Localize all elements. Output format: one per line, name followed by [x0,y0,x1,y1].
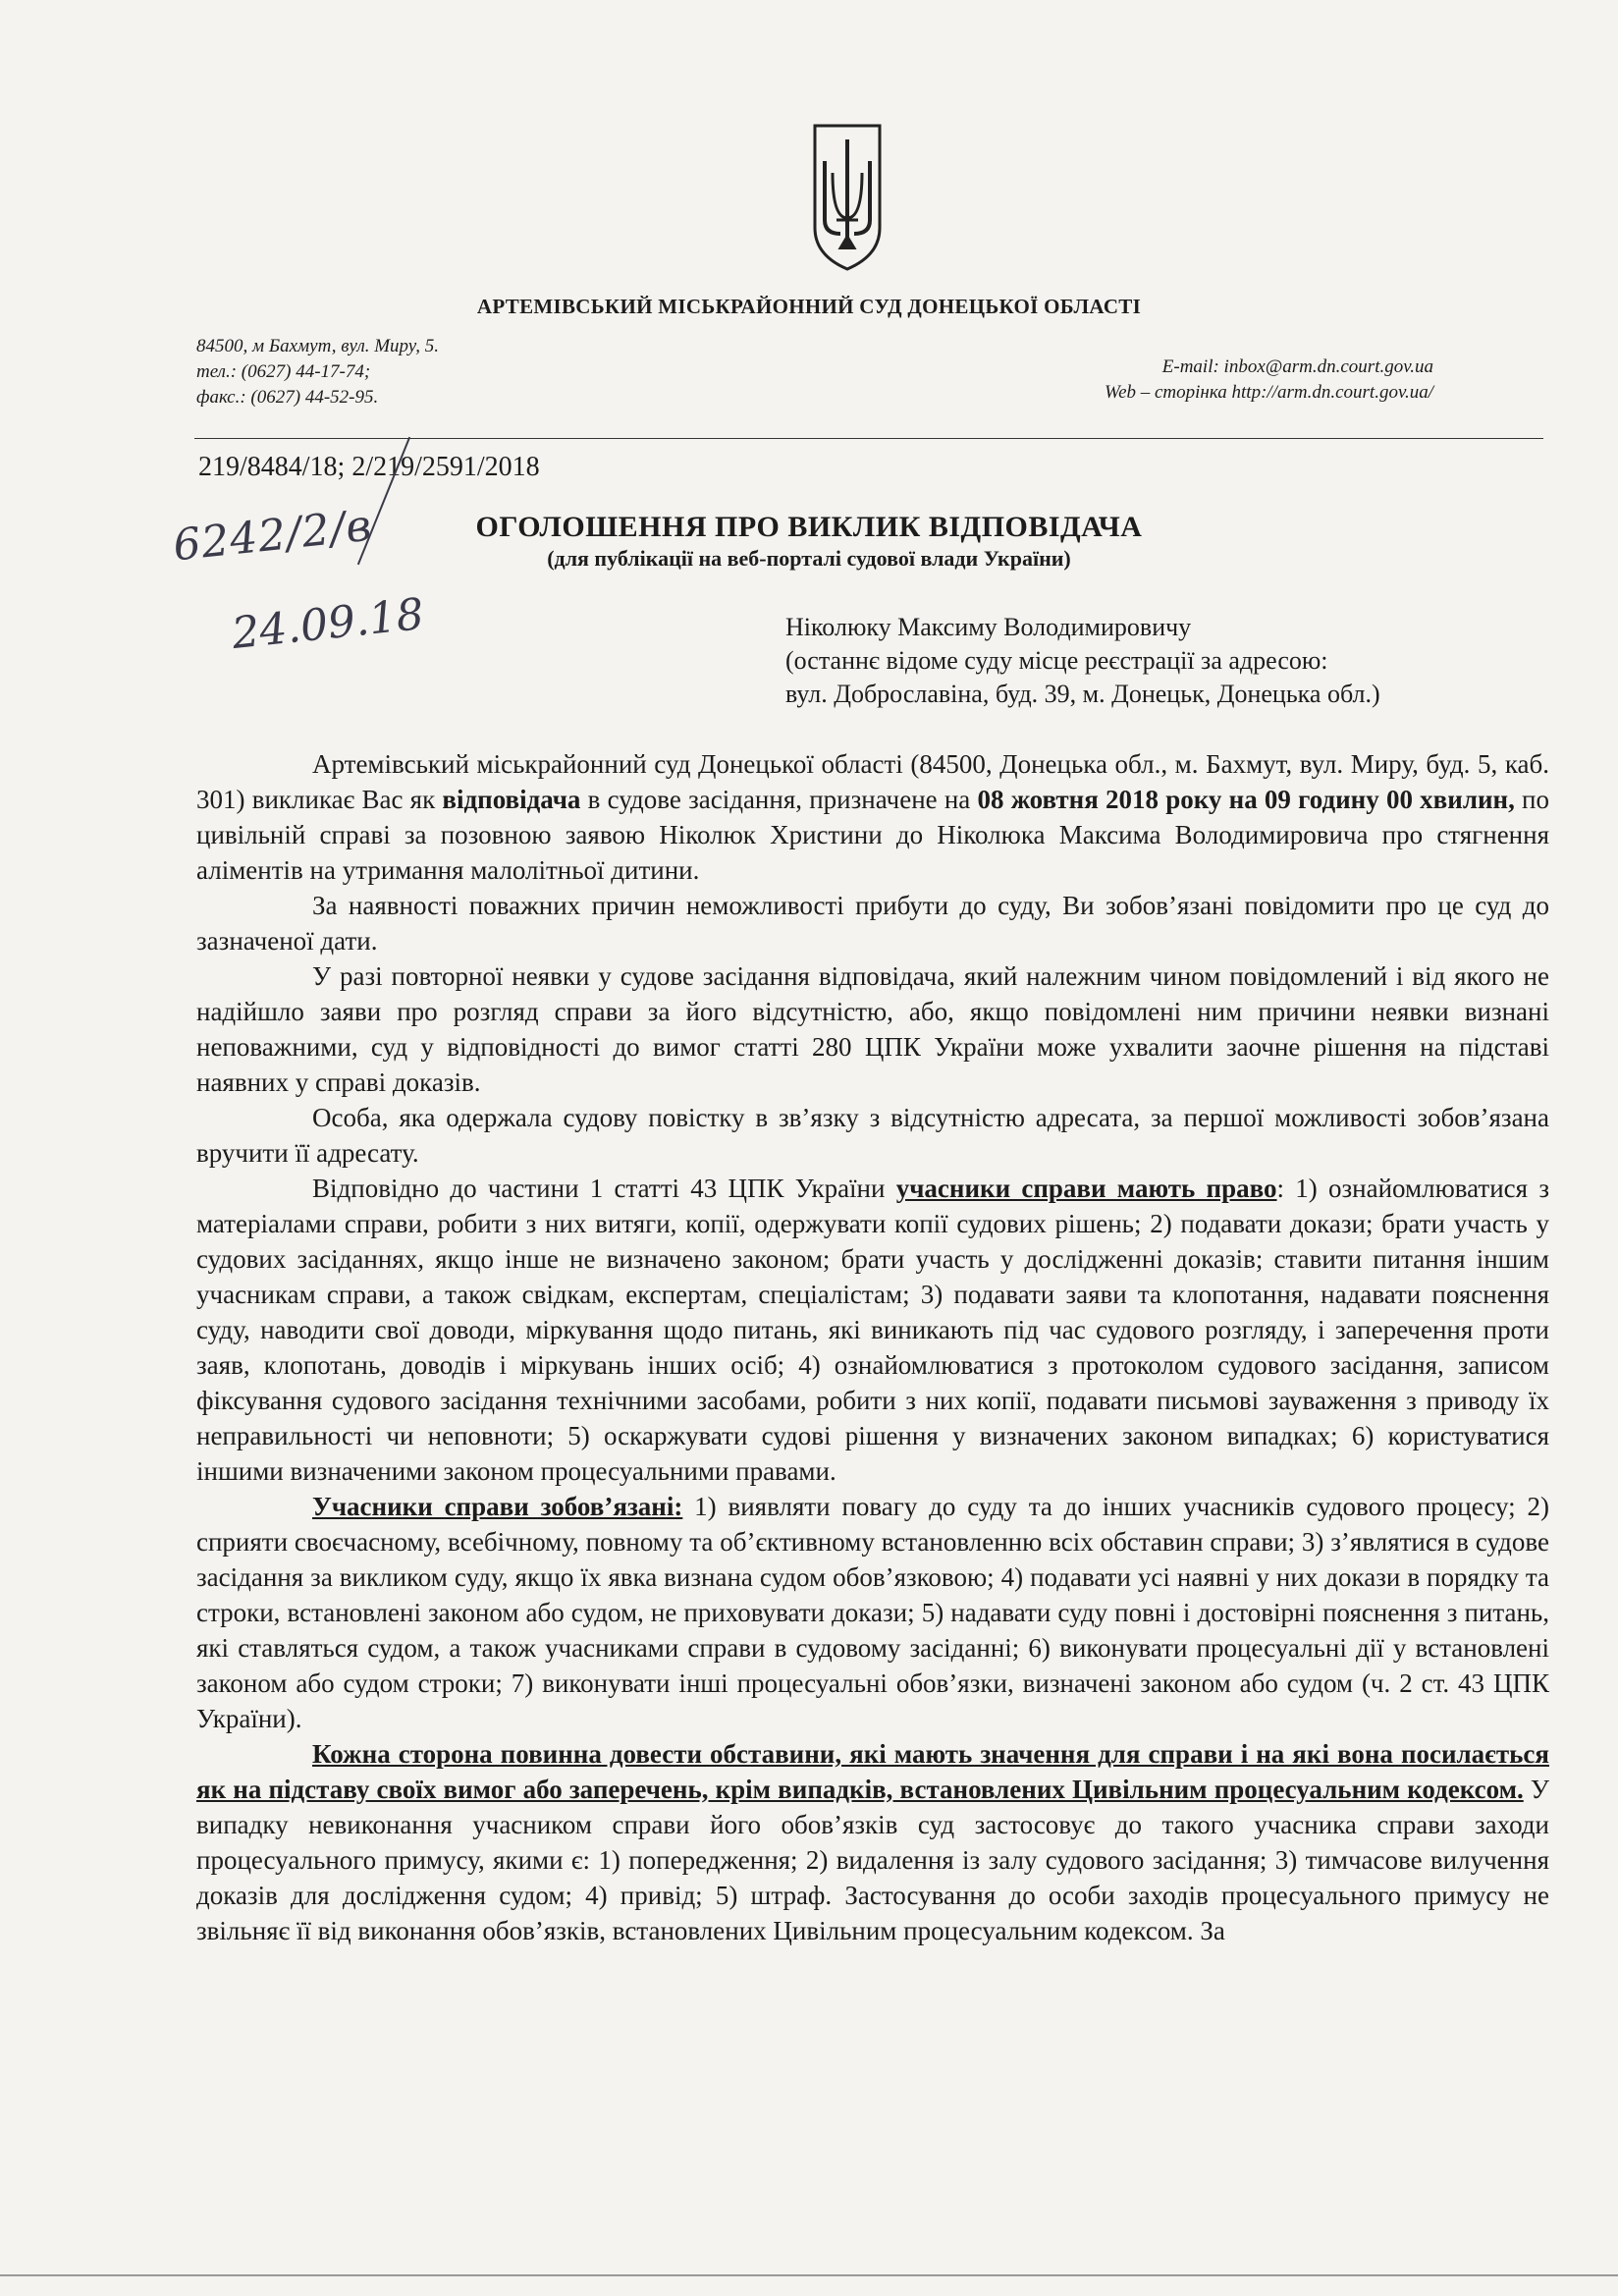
court-name: АРТЕМІВСЬКИЙ МІСЬКРАЙОННИЙ СУД ДОНЕЦЬКОЇ ОБЛАСТІ [476,295,1142,318]
paragraph-valid-reasons: За наявності поважних причин неможливості прибути до суду, Ви зобов’язані повідомити про це суд до зазначеної дати. [196,891,1549,956]
handwritten-registration-number: 6242/2/в [170,500,375,572]
addressee-block [785,611,1380,711]
court-contacts-right [1105,355,1433,406]
court-phone: тел.: (0627) 44-17-74; [196,361,371,382]
case-number: 219/8484/18; 2/219/2591/2018 [198,452,540,482]
paragraph-summons: Артемівський міськрайонний суд Донецької області (84500, Донецька обл., м. Бахмут, вул. Миру, буд. 5, каб. 301) викликає Вас як відповідача в судове засідання, призначене на 08 жовтня 2018 року на 09 годину 00 хвилин, по цивільній справі за позовною заявою Ніколюк Христини до Ніколюка Максима Володимировича про стягнення аліментів на утримання малолітньої дитини. [196,749,1549,885]
handwritten-date: 24.09.18 [229,588,427,660]
court-email: E-mail: inbox@arm.dn.court.gov.ua [1161,356,1433,377]
court-website: Web – сторінка http://arm.dn.court.gov.ua/ [1104,382,1433,403]
header-divider [194,438,1543,439]
paragraph-participant-rights: Відповідно до частини 1 статті 43 ЦПК України учасники справи мають право: 1) ознайомлюватися з матеріалами справи, робити з них витяги, копії, одержувати копії судових рішень; 2) подавати докази; брати участь у судових засіданнях, якщо інше не визначено законом; брати участь у дослідженні доказів; ставити питання іншим учасникам справи, а також свідкам, експертам, спеціалістам; 3) подавати заяви та клопотання, надавати пояснення суду, наводити свої доводи, міркування щодо питань, які виникають під час судового розгляду, і заперечення проти заяв, клопотань, доводів і міркувань інших осіб; 4) ознайомлюватися з протоколом судового засідання, записом фіксування судового засідання технічними засобами, робити з них копії, подавати письмові зауваження з приводу їх неправильності чи неповноти; 5) оскаржувати судові рішення у визначених законом випадках; 6) користуватися іншими визначеними законом процесуальними правами. [196,1174,1549,1486]
paragraph-default-judgment: У разі повторної неявки у судове засідання відповідача, який належним чином повідомлений і від якого не надійшло заяви про розгляд справи за його відсутністю, або, якщо повідомлені ним причини неявки визнані неповажними, суд у відповідності до вимог статті 280 ЦПК України може ухвалити заочне рішення на підставі наявних у справі доказів. [196,961,1549,1097]
addressee-note: (останнє відоме суду місце реєстрації за адресою: [785,646,1328,675]
paragraph-participant-duties: Учасники справи зобов’язані: 1) виявляти повагу до суду та до інших учасників судового процесу; 2) сприяти своєчасному, всебічному, повному та об’єктивному встановленню всіх обставин справи; 3) з’являтися в судове засідання за викликом суду, якщо їх явка визнана судом обов’язковою; 4) подавати усі наявні у них докази в порядку та строки, встановлені законом або судом, не приховувати докази; 5) надавати суду повні і достовірні пояснення з питань, які ставляться судом, а також учасниками справи в судовому засіданні; 6) виконувати процесуальні дії у встановлені законом або судом строки; 7) виконувати інші процесуальні обов’язки, визначені законом або судом (ч. 2 ст. 43 ЦПК України). [196,1492,1549,1733]
notice-body [196,746,1549,1948]
court-address: 84500, м Бахмут, вул. Миру, 5. [196,336,440,356]
document-subtitle: (для публікації на веб-порталі судової влади України) [547,546,1071,571]
paragraph-summons-delivery: Особа, яка одержала судову повістку в зв’язку з відсутністю адресата, за першої можливості зобов’язана вручити її адресату. [196,1103,1549,1168]
court-fax: факс.: (0627) 44-52-95. [196,387,379,408]
trident-emblem-icon [811,122,884,273]
addressee-address: вул. Доброславіна, буд. 39, м. Донецьк, Донецька обл.) [785,680,1380,708]
addressee-name: Ніколюку Максиму Володимировичу [785,613,1192,641]
court-contacts-left [196,334,439,410]
scan-edge-line [0,2274,1618,2276]
document-title: ОГОЛОШЕННЯ ПРО ВИКЛИК ВІДПОВІДАЧА [475,511,1143,543]
paragraph-burden-of-proof: Кожна сторона повинна довести обставини, які мають значення для справи і на які вона посилається як на підставу своїх вимог або заперечень, крім випадків, встановлених Цивільним процесуальним кодексом. У випадку невиконання учасником справи його обов’язків суд застосовує до такого учасника справи заходи процесуального примусу, якими є: 1) попередження; 2) видалення із залу судового засідання; 3) тимчасове вилучення доказів для дослідження судом; 4) привід; 5) штраф. Застосування до особи заходів процесуального примусу не звільняє її від виконання обов’язків, встановлених Цивільним процесуальним кодексом. За [196,1739,1549,1945]
